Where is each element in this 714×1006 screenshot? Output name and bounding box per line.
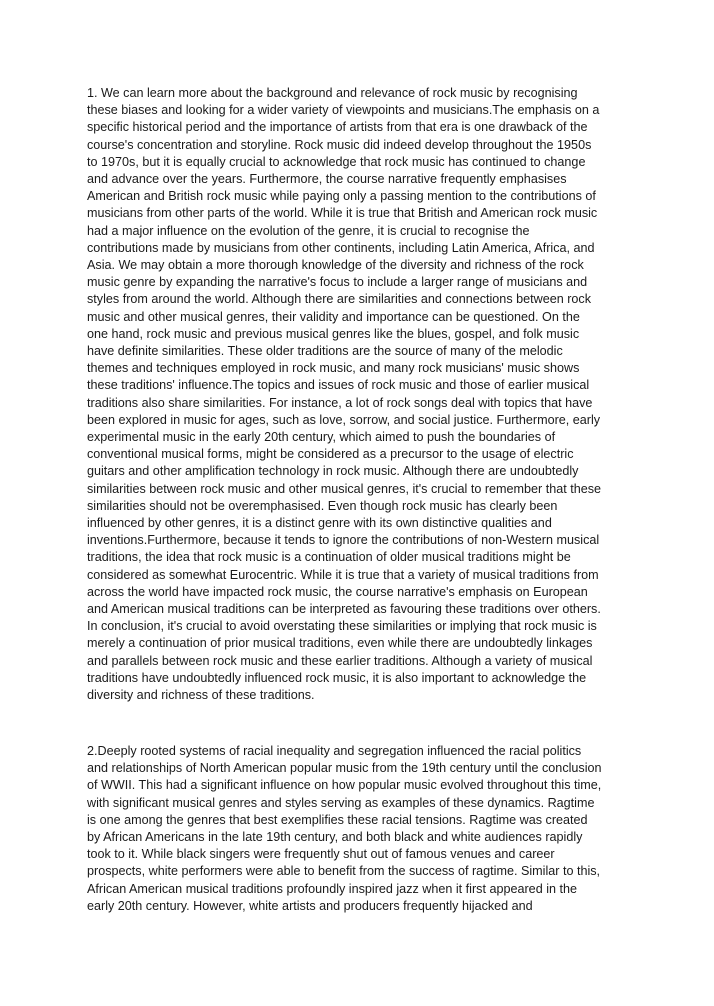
text-line: guitars and other amplification technology in rock music. Although there are undoubtedly bbox=[87, 464, 579, 479]
text-line: similarities should not be overemphasised. Even though rock music has clearly been bbox=[87, 498, 558, 513]
text-line: music and other musical genres, their validity and importance can be questioned. On the bbox=[87, 309, 580, 324]
text-line: 1. We can learn more about the background and relevance of rock music by recognising bbox=[87, 86, 578, 100]
text-line: Asia. We may obtain a more thorough knowledge of the diversity and richness of the rock bbox=[87, 258, 584, 272]
text-line: merely a continuation of prior musical traditions, even while there are undoubtedly linkages bbox=[87, 636, 593, 651]
text-line: course's concentration and storyline. Rock music did indeed develop throughout the 1950s bbox=[87, 137, 592, 152]
text-line: to 1970s, but it is equally crucial to acknowledge that rock music has continued to change bbox=[87, 154, 586, 169]
text-line: and advance over the years. Furthermore, the course narrative frequently emphasises bbox=[87, 172, 567, 186]
text-line: music genre by expanding the narrative's focus to include a larger range of musicians and bbox=[87, 275, 588, 290]
text-line: had a major influence on the evolution of the genre, it is crucial to recognise the bbox=[87, 223, 530, 238]
text-line: musicians from other parts of the world. While it is true that British and American rock music bbox=[87, 206, 598, 221]
text-line: influenced by other genres, it is a distinct genre with its own distinctive qualities and bbox=[87, 516, 552, 530]
text-line: have definite similarities. These older traditions are the source of many of the melodic bbox=[87, 344, 563, 358]
text-line: these traditions' influence.The topics and issues of rock music and those of earlier musical bbox=[87, 378, 590, 393]
text-line: and American musical traditions can be interpreted as favouring these traditions over others. bbox=[87, 602, 601, 616]
text-line: experimental music in the early 20th century, which aimed to push the boundaries of bbox=[87, 430, 556, 444]
text-line: these biases and looking for a wider variety of viewpoints and musicians.The emphasis on a bbox=[87, 103, 600, 118]
text-line: with significant musical genres and styles serving as examples of these dynamics. Ragtime bbox=[87, 795, 595, 810]
text-line: traditions, the idea that rock music is a continuation of older musical traditions might be bbox=[87, 550, 571, 565]
text-line: themes and techniques employed in rock music, and many rock musicians' music shows bbox=[87, 361, 580, 376]
text-line: and relationships of North American popular music from the 19th century until the conclusion bbox=[87, 761, 602, 776]
text-line: diversity and richness of these traditions. bbox=[87, 688, 315, 702]
text-line: traditions have undoubtedly influenced rock music, it is also important to acknowledge the bbox=[87, 670, 587, 685]
text-line: American and British rock music while paying only a passing mention to the contributions of bbox=[87, 189, 596, 204]
text-line: 2.Deeply rooted systems of racial inequality and segregation influenced the racial politics bbox=[87, 744, 582, 758]
text-line: by African Americans in the late 19th century, and both black and white audiences rapidly bbox=[87, 830, 583, 844]
text-line: early 20th century. However, white artists and producers frequently hijacked and bbox=[87, 898, 533, 913]
text-line: styles from around the world. Although there are similarities and connections between rock bbox=[87, 292, 592, 307]
text-line: specific historical period and the importance of artists from that era is one drawback of the bbox=[87, 120, 588, 135]
text-line: In conclusion, it's crucial to avoid overstating these similarities or implying that rock music is bbox=[87, 619, 597, 634]
text-line: of WWII. This had a significant influence on how popular music evolved throughout this time, bbox=[87, 778, 602, 793]
text-line: inventions.Furthermore, because it tends to ignore the contributions of non-Western musical bbox=[87, 533, 600, 548]
text-line: African American musical traditions profoundly inspired jazz when it first appeared in the bbox=[87, 881, 577, 896]
text-line: traditions also share similarities. For instance, a lot of rock songs deal with topics that have bbox=[87, 395, 593, 410]
text-line: across the world have impacted rock music, the course narrative's emphasis on European bbox=[87, 584, 588, 599]
text-line: and parallels between rock music and these earlier traditions. Although a variety of musical bbox=[87, 653, 593, 668]
text-line: contributions made by musicians from other continents, including Latin America, Africa, and bbox=[87, 240, 595, 255]
text-line: one hand, rock music and previous musical genres like the blues, gospel, and folk music bbox=[87, 326, 580, 341]
text-line: conventional musical forms, might be considered as a precursor to the usage of electric bbox=[87, 447, 574, 462]
text-line: similarities between rock music and other musical genres, it's crucial to remember that these bbox=[87, 481, 602, 496]
text-line: prospects, white performers were able to benefit from the success of ragtime. Similar to this, bbox=[87, 864, 601, 879]
text-line: is one among the genres that best exemplifies these racial tensions. Ragtime was created bbox=[87, 812, 588, 827]
text-line: been explored in music for ages, such as love, sorrow, and social justice. Furthermore, early bbox=[87, 412, 601, 427]
text-line: took to it. While black singers were frequently shut out of famous venues and career bbox=[87, 847, 555, 862]
text-line: considered as somewhat Eurocentric. While it is true that a variety of musical traditions from bbox=[87, 567, 599, 582]
